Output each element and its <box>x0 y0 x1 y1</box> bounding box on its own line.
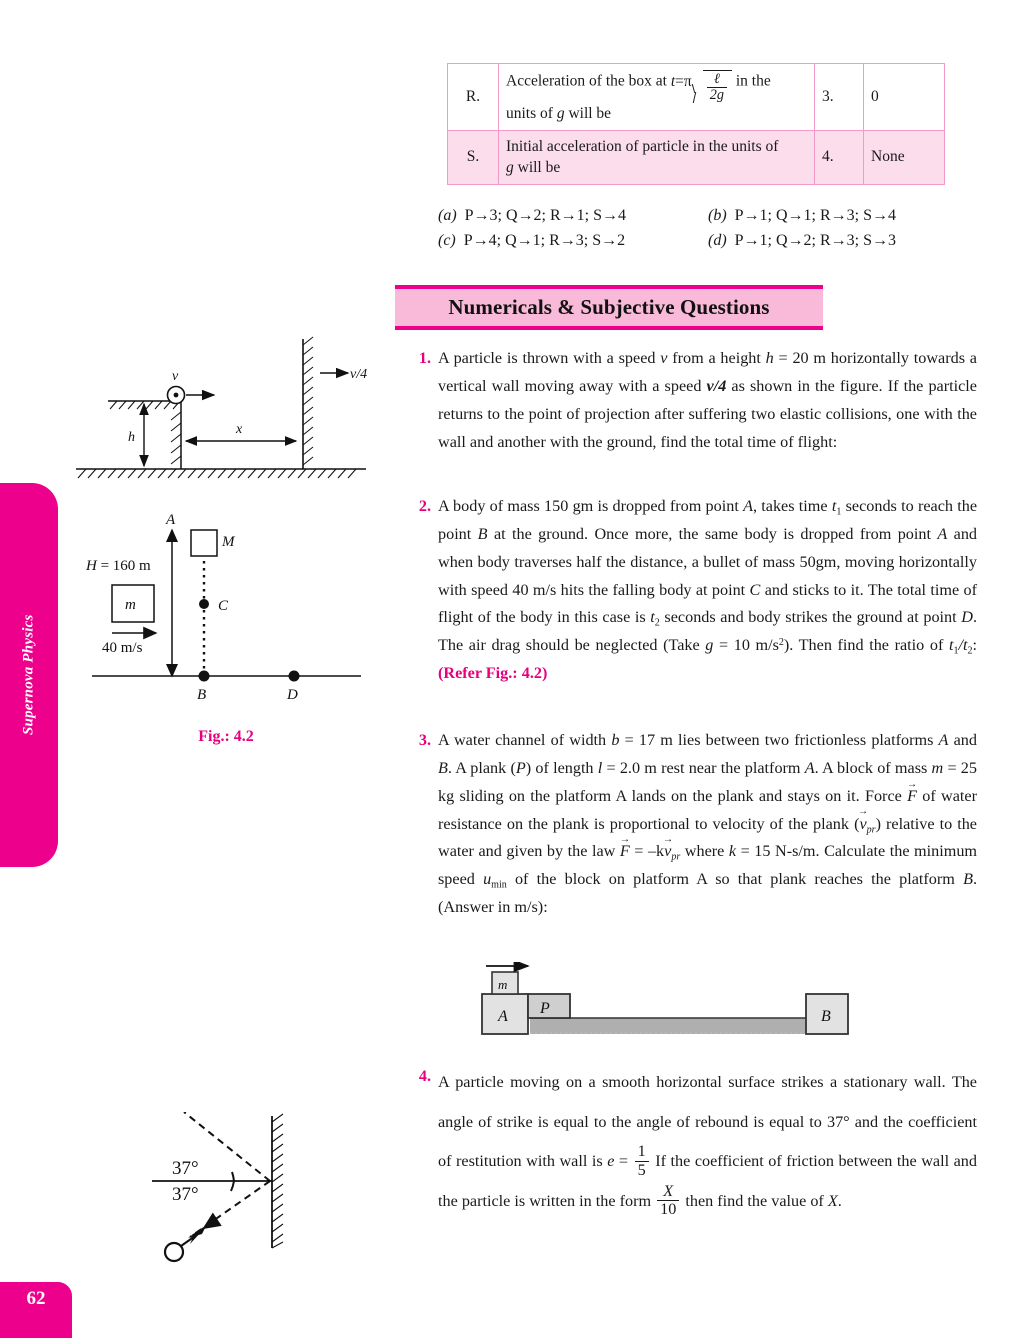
q2-text-9: = 10 m/s <box>713 636 779 655</box>
q2-text-1: A body of mass 150 gm is dropped from point <box>438 497 744 515</box>
figure-wall-rebound <box>152 1112 332 1307</box>
q3-vpr-sub: pr <box>866 824 876 836</box>
q3-text-5: ) of length <box>525 758 598 777</box>
q3-law-eq: = –k <box>629 842 665 861</box>
q3-text-9: of water resistance on the plank is proportional to velocity of the plank <box>438 786 978 833</box>
formula-num: ℓ <box>707 72 727 88</box>
q4-fraction-e <box>635 1143 649 1179</box>
q2-text-2: , takes time <box>752 497 832 515</box>
fig43-label-A: A <box>498 1008 508 1025</box>
question-3 <box>405 727 977 922</box>
question-1-number: 1. <box>418 349 431 367</box>
q3-text-7: . A block of mass <box>814 758 932 777</box>
q2-refer-note: (Refer Fig.: 4.2) <box>438 664 548 683</box>
option-b-label: (b) <box>708 207 727 224</box>
q1-text-3: = 20 m horizontally towards a vertical wall moving away with a speed <box>438 349 977 395</box>
statement-pre: Acceleration of the box at <box>506 72 667 90</box>
option-d-text: P→1; Q→2; R→3; S→3 <box>734 232 897 249</box>
fig42-label-B: B <box>197 687 207 703</box>
q3-text-2: = 17 m lies between two frictionless platforms <box>619 731 939 749</box>
q4-var-e: e <box>607 1152 615 1171</box>
q2-var-t1: t <box>831 497 837 515</box>
row-number-s: 4. <box>815 131 864 185</box>
q3-platform-b2: B <box>963 870 973 889</box>
option-row-1 <box>438 207 978 225</box>
table-row <box>448 131 945 185</box>
q3-var-l: l <box>597 758 603 777</box>
fig43-label-B: B <box>821 1008 831 1025</box>
q3-var-k: k <box>728 842 737 861</box>
q3-platform-b: B <box>438 758 448 777</box>
q1-var-v4: v/4 <box>706 376 727 395</box>
fig41-label-wall-speed: v/4 <box>350 367 368 382</box>
question-3-number: 3. <box>418 731 431 749</box>
q3-platform-a2: A <box>804 758 815 777</box>
fig42-label-a: A <box>166 512 176 528</box>
q2-text-10: ). Then find the ratio of <box>783 636 949 655</box>
q2-ratio-t1: t <box>948 636 954 655</box>
q1-var-h: h <box>765 349 774 367</box>
q1-text-1: A particle is thrown with a speed <box>438 349 661 367</box>
q2-text-11: : <box>972 636 977 655</box>
q4-var-x: X <box>827 1192 838 1211</box>
figure-projectile-wall <box>66 333 386 488</box>
row-key-s: S. <box>448 131 499 185</box>
q1-var-v: v <box>660 349 668 367</box>
q2-point-c: C <box>749 580 761 599</box>
q3-vector-f: F → <box>907 783 917 811</box>
q3-u-sub: min <box>491 879 507 891</box>
q3-var-u: u <box>483 870 492 889</box>
q2-var-t1-sub: 1 <box>836 506 842 518</box>
statement-post: in the <box>735 72 771 90</box>
figure-4-2-caption: Fig.: 4.2 <box>198 728 254 745</box>
formula-pi: π <box>683 72 692 90</box>
statement-line1-s: Initial acceleration of particle in the units of <box>506 138 779 156</box>
page-number: 62 <box>26 1288 46 1309</box>
row-statement-r <box>499 64 815 131</box>
q3-text-8: = 25 kg sliding on the platform A lands on the plank and stays on it. Force <box>438 758 977 805</box>
q2-text-5: and when body traverses half the distance, a bullet of mass 50gm, moving horizontally with speed 40 m/s hits the falling body at point <box>438 524 978 599</box>
q3-text-12: = 15 N-s/m. Calculate the minimum speed <box>438 842 977 889</box>
side-tab <box>0 483 58 867</box>
q3-law-sub: pr <box>671 851 681 863</box>
q4-text-2: = <box>614 1152 633 1171</box>
row-value-r: 0 <box>864 64 945 131</box>
q2-point-b: B <box>477 524 488 543</box>
q4-text-1: A particle moving on a smooth horizontal surface strikes a stationary wall. The angle of strike is equal to the angle of rebound is equal to 37° and the coefficient of restitution with wall is <box>438 1073 977 1171</box>
q3-law-v: v → <box>664 838 671 866</box>
q2-point-d: D <box>961 608 973 627</box>
option-d[interactable] <box>708 232 978 250</box>
q2-text-6: and sticks to it. The total time of flight of the body in this case is <box>438 580 977 627</box>
fig42-label-D: D <box>287 687 298 703</box>
question-1 <box>405 345 977 456</box>
side-tab-label: Supernova Physics <box>20 614 37 736</box>
row-value-s: None <box>864 131 945 185</box>
q3-text-6: = 2.0 m rest near the platform <box>602 758 805 777</box>
fig42-label-height: H = 160 m <box>86 558 151 574</box>
page-number-tab <box>0 1282 72 1338</box>
figure-plank-channel <box>462 962 882 1047</box>
q2-ratio-sub1: 1 <box>953 645 959 657</box>
q4-frac2-num: X <box>657 1183 679 1201</box>
q4-text-3: If the coefficient of friction between the wall and the particle is written in the form <box>438 1152 977 1211</box>
q3-text-1: A water channel of width <box>438 731 612 749</box>
q3-law-f: F → <box>620 838 630 866</box>
formula-den: 2g <box>709 87 724 104</box>
question-2 <box>405 493 977 688</box>
option-c-text: P→4; Q→1; R→3; S→2 <box>463 232 626 249</box>
q1-text-2: from a height <box>667 349 766 367</box>
table-row <box>448 64 945 131</box>
q2-ratio-sub2: 2 <box>967 645 973 657</box>
option-b[interactable] <box>708 207 978 225</box>
option-b-text: P→1; Q→1; R→3; S→4 <box>734 207 897 224</box>
q4-text-4: then find the value of <box>681 1192 828 1211</box>
figure-drop-bullet-svg <box>66 508 386 723</box>
q2-point-a2: A <box>937 524 948 543</box>
q4-frac1-den: 5 <box>637 1160 646 1179</box>
option-c[interactable] <box>438 232 708 250</box>
match-table <box>447 63 945 185</box>
fig42-label-C: C <box>218 598 229 614</box>
q3-text-14: . (Answer in m/s): <box>438 870 977 917</box>
fig42-label-m: m <box>125 597 136 613</box>
q4-frac1-num: 1 <box>635 1143 649 1161</box>
q4-fraction-mu <box>657 1183 679 1219</box>
q2-text-8: . The air drag should be neglected (Take <box>438 608 977 655</box>
question-2-number: 2. <box>418 497 431 515</box>
q3-vector-vpr: v → <box>859 811 866 839</box>
question-4 <box>405 1063 977 1222</box>
q2-var-g: g <box>705 636 714 655</box>
q2-text-7: seconds and body strikes the ground at point <box>659 608 962 627</box>
option-a-text: P→3; Q→2; R→1; S→4 <box>464 207 627 224</box>
section-title: Numericals & Subjective Questions <box>448 295 770 319</box>
option-row-2 <box>438 232 978 250</box>
fig44-label-angle-top: 37° <box>172 1158 199 1179</box>
row-statement-s <box>499 131 815 185</box>
fig43-label-P: P <box>540 1000 550 1017</box>
section-heading-band <box>395 285 823 330</box>
statement-line2-r: units of g will be <box>506 104 612 122</box>
formula-eq: = <box>675 72 684 90</box>
figure-wall-rebound-svg <box>152 1112 332 1307</box>
fig44-label-angle-bottom: 37° <box>172 1184 199 1205</box>
option-a-label: (a) <box>438 207 457 224</box>
q3-var-m: m <box>931 758 944 777</box>
q3-text-13: of the block on platform A so that plank reaches the platform <box>506 870 964 889</box>
q2-var-t2: t <box>650 608 655 627</box>
q3-platform-a: A <box>938 731 949 749</box>
statement-line2-s: g will be <box>506 158 561 176</box>
fig41-label-x: x <box>236 422 243 437</box>
q3-text-4: . A plank ( <box>447 758 516 777</box>
q4-frac2-den: 10 <box>660 1200 677 1219</box>
q3-plank-p: P <box>515 758 526 777</box>
row-key-r: R. <box>448 64 499 131</box>
figure-projectile-wall-svg <box>66 333 386 488</box>
q3-text-11: where <box>680 842 729 861</box>
q2-ratio-slash: /t <box>958 636 968 655</box>
option-a[interactable] <box>438 207 708 225</box>
q2-var-t2-sub: 2 <box>654 617 660 629</box>
q2-point-a: A <box>743 497 753 515</box>
row-number-r: 3. <box>815 64 864 131</box>
fig43-label-m: m <box>498 977 508 992</box>
q3-text-10: relative to the water and given by the law <box>438 814 977 861</box>
question-4-body <box>438 1063 977 1222</box>
q2-text-3: seconds to reach the point <box>438 497 978 543</box>
q1-text-4: as shown in the figure. If the particle returns to the point of projection after suffering two elastic collisions, one with the wall and another with the ground, find the total time of flight: <box>438 376 977 451</box>
question-4-number: 4. <box>418 1067 431 1085</box>
figure-plank-channel-svg <box>462 962 882 1047</box>
fig42-label-M: M <box>222 534 235 550</box>
option-c-label: (c) <box>438 232 456 249</box>
figure-drop-bullet <box>66 508 386 723</box>
q2-sup-2: 2 <box>778 637 784 649</box>
q3-text-3: and <box>948 731 977 749</box>
fig42-label-speed: 40 m/s <box>102 640 143 656</box>
option-d-label: (d) <box>708 232 727 249</box>
q2-text-4: at the ground. Once more, the same body is dropped from point <box>487 524 938 543</box>
question-3-body: A water channel of width b = 17 m lies between two frictionless platforms A and B. A plank (P) of length l = 2.0 m rest near the platform A. A block of mass m = 25 kg sliding on the platform A lands on the plank and stays on it. Force F → of water resistance on the plank is proportional to velocity of the plank $(v \to_{pr})$ relative to the water and given by the law F → = $-kv \to_{pr}$ where k = 15 N-s/m. Calculate the minimum speed $u_{min}$ of the block on platform A so that plank reaches the platform B. (Answer in m/s): <box>438 727 977 922</box>
question-2-body <box>438 493 977 688</box>
sqrt-icon <box>692 70 732 104</box>
q3-var-b: b <box>611 731 620 749</box>
formula-r <box>670 71 736 104</box>
fig41-label-h: h <box>128 430 135 445</box>
answer-options <box>438 207 978 257</box>
question-1-body <box>438 345 977 456</box>
fig41-label-v: v <box>172 369 179 384</box>
formula-lhs: t <box>670 72 676 90</box>
q4-text-5: . <box>837 1192 842 1211</box>
